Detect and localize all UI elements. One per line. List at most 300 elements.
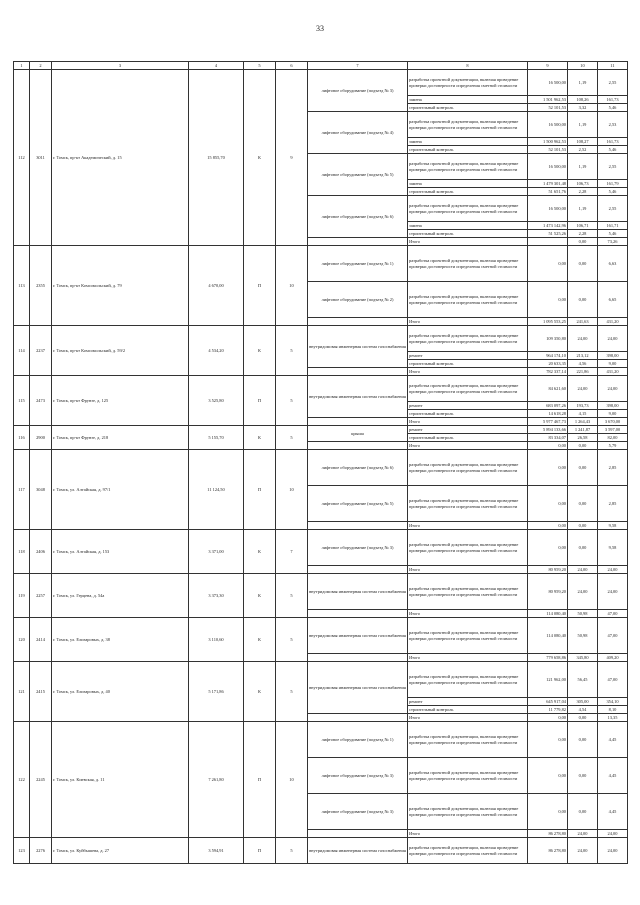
table-cell: строительный контроль [408, 188, 528, 196]
table-cell: 7 261,80 [189, 722, 244, 838]
table-cell: 4,54 [568, 706, 598, 714]
table-cell: 26,58 [568, 434, 598, 442]
table-cell: 47,00 [598, 662, 628, 698]
table-cell: 114 080,40 [528, 618, 568, 654]
table-cell: разработка проектной документации, включая проведение проверки достоверности определения сметной стоимости [408, 530, 528, 566]
table-cell: 0,00 [528, 450, 568, 486]
table-cell: разработка проектной документации, включая проведение проверки достоверности определения сметной стоимости [408, 154, 528, 180]
table-cell: 2237 [30, 326, 52, 376]
table-cell: Итого [408, 318, 528, 326]
table-cell: строительный контроль [408, 410, 528, 418]
table-cell: 9,58 [598, 522, 628, 530]
table-cell: 241,63 [568, 318, 598, 326]
table-row [14, 662, 628, 698]
table-cell: 24,00 [568, 376, 598, 402]
table-cell: 86 278,80 [528, 838, 568, 864]
table-cell: 16 500,00 [528, 154, 568, 180]
table-cell: разработка проектной документации, включая проведение проверки достоверности определения сметной стоимости [408, 758, 528, 794]
table-cell: ремонт [408, 352, 528, 360]
table-cell: внутридомовая инженерная система газоснабжения [308, 662, 408, 714]
table-cell: 50,98 [568, 618, 598, 654]
table-cell: 0,00 [568, 282, 598, 318]
table-cell: лифтовое оборудование (подъезд № 2) [308, 282, 408, 318]
table-cell: 5 [276, 662, 308, 722]
table-cell: 3,32 [568, 104, 598, 112]
table-cell: 119 [14, 574, 30, 618]
table-cell: 2,52 [568, 146, 598, 154]
capital-repair-table [13, 61, 628, 864]
table-cell: 5 [276, 574, 308, 618]
table-cell: разработка проектной документации, включая проведение проверки достоверности определения сметной стоимости [408, 246, 528, 282]
table-cell: 56,45 [568, 662, 598, 698]
table-cell: внутридомовая инженерная система газоснабжения [308, 574, 408, 610]
table-cell: 80 959,20 [528, 566, 568, 574]
table-cell: 115 [14, 376, 30, 426]
header-cell: 10 [568, 62, 598, 70]
table-cell: 1,19 [568, 112, 598, 138]
table-cell: 14 618,28 [528, 410, 568, 418]
table-cell: ремонт [408, 698, 528, 706]
table-cell: 2,53 [598, 112, 628, 138]
table-cell: 2,55 [598, 70, 628, 96]
table-cell: 0,00 [568, 758, 598, 794]
table-cell: 0,00 [568, 450, 598, 486]
table-cell: 15 855,70 [189, 70, 244, 246]
table-cell: П [244, 722, 276, 838]
table-cell: 50,98 [568, 610, 598, 618]
table-cell: 782 337,14 [528, 368, 568, 376]
table-cell: 116 [14, 426, 30, 450]
table-cell: разработка проектной документации, включая проведение проверки достоверности определения сметной стоимости [408, 70, 528, 96]
table-cell: 24,00 [598, 830, 628, 838]
table-cell: 123 [14, 838, 30, 864]
table-cell: П [244, 246, 276, 326]
table-cell: 1,19 [568, 70, 598, 96]
table-cell: 4,45 [598, 794, 628, 830]
table-cell: 5 [276, 376, 308, 426]
table-row [14, 450, 628, 486]
table-cell: 108,27 [568, 138, 598, 146]
table-cell: ремонт [408, 402, 528, 410]
table-cell: 5 155,70 [189, 426, 244, 450]
table-cell [308, 238, 408, 246]
table-cell: 213,12 [568, 352, 598, 360]
table-cell: 3048 [30, 450, 52, 530]
table-cell: 4,45 [598, 722, 628, 758]
table-cell: лифтовое оборудование (подъезд № 1) [308, 246, 408, 282]
table-cell: лифтовое оборудование (подъезд № 5) [308, 486, 408, 522]
table-cell: К [244, 574, 276, 618]
table-cell: 5 [276, 838, 308, 864]
table-cell: 1 241,87 [568, 426, 598, 434]
table-cell: 5 977 467,73 [528, 418, 568, 426]
table-cell: 9 [276, 70, 308, 246]
table-cell: 0,00 [568, 246, 598, 282]
table-cell: лифтовое оборудование (подъезд № 3) [308, 794, 408, 830]
table-cell: 0,00 [528, 530, 568, 566]
table-cell: Итого [408, 830, 528, 838]
table-cell: 10 [276, 246, 308, 326]
header-cell: 8 [408, 62, 528, 70]
table-cell: разработка проектной документации, включая проведение проверки достоверности определения сметной стоимости [408, 794, 528, 830]
table-cell: 0,00 [568, 238, 598, 246]
table-cell: 305,00 [568, 698, 598, 706]
table-cell: 16 500,00 [528, 112, 568, 138]
table-cell: 2,28 [568, 188, 598, 196]
table-cell: 108,26 [568, 96, 598, 104]
table-row [14, 530, 628, 566]
table-cell: замена [408, 96, 528, 104]
table-cell: 1,19 [568, 154, 598, 180]
table-cell: 11 124,50 [189, 450, 244, 530]
table-cell: 0,00 [568, 486, 598, 522]
table-cell: 1 500 962,53 [528, 138, 568, 146]
table-cell: замена [408, 138, 528, 146]
table-row [14, 618, 628, 654]
table-cell: г. Томск, пр-кт Академический, д. 15 [52, 70, 189, 246]
table-cell: разработка проектной документации, включая проведение проверки достоверности определения сметной стоимости [408, 376, 528, 402]
table-cell: 431,20 [598, 368, 628, 376]
table-cell: 3 110,60 [189, 618, 244, 662]
table-cell: 47,00 [598, 610, 628, 618]
table-cell: 4 670,00 [189, 246, 244, 326]
header-cell: 7 [308, 62, 408, 70]
table-cell: 1,19 [568, 196, 598, 222]
table-cell: строительный контроль [408, 360, 528, 368]
table-cell: 0,00 [528, 714, 568, 722]
table-cell: 5,79 [598, 442, 628, 450]
table-cell: 52 101,53 [528, 146, 568, 154]
table-cell: 0,00 [528, 794, 568, 830]
table-cell: г. Томск, пр-кт Комсомольский, д. 59/2 [52, 326, 189, 376]
table-row [14, 838, 628, 864]
table-cell: 24,00 [568, 326, 598, 352]
table-cell: 0,00 [528, 486, 568, 522]
table-cell: лифтовое оборудование (подъезд № 3) [308, 70, 408, 112]
table-cell: 4 534,20 [189, 326, 244, 376]
table-cell: 2414 [30, 618, 52, 662]
table-cell: 2415 [30, 662, 52, 722]
table-cell: 24,00 [568, 838, 598, 864]
table-cell: разработка проектной документации, включая проведение проверки достоверности определения сметной стоимости [408, 574, 528, 610]
table-cell: Итого [408, 566, 528, 574]
table-cell: 16 500,00 [528, 70, 568, 96]
table-cell: 964 174,10 [528, 352, 568, 360]
table-cell: 1 479 301,48 [528, 180, 568, 188]
table-cell: разработка проектной документации, включая проведение проверки достоверности определения сметной стоимости [408, 196, 528, 222]
table-cell: 1 264,43 [568, 418, 598, 426]
header-cell: 5 [244, 62, 276, 70]
table-cell: 5,46 [598, 104, 628, 112]
table-cell [308, 566, 408, 574]
table-cell [308, 714, 408, 722]
table-cell: 6,63 [598, 246, 628, 282]
table-cell: 193,73 [568, 402, 598, 410]
table-cell [308, 418, 408, 426]
header-cell: 2 [30, 62, 52, 70]
table-cell: 84 621,60 [528, 376, 568, 402]
table-cell: 2355 [30, 246, 52, 326]
table-cell: внутридомовая инженерная система газоснабжения [308, 376, 408, 418]
header-row [14, 62, 628, 70]
table-cell: г. Томск, пр-кт Фрунзе, д. 218 [52, 426, 189, 450]
table-cell: 0,00 [568, 530, 598, 566]
table-cell: 2276 [30, 838, 52, 864]
table-cell: 5,46 [598, 146, 628, 154]
table-row [14, 722, 628, 758]
table-cell: замена [408, 180, 528, 188]
table-cell: 24,00 [598, 326, 628, 352]
table-cell: П [244, 838, 276, 864]
header-cell: 11 [598, 62, 628, 70]
table-cell: 109 350,80 [528, 326, 568, 352]
table-cell: разработка проектной документации, включая проведение проверки достоверности определения сметной стоимости [408, 486, 528, 522]
table-cell: 2406 [30, 530, 52, 574]
table-cell: 0,00 [528, 722, 568, 758]
table-cell: К [244, 426, 276, 450]
table-cell: 24,00 [568, 566, 598, 574]
table-cell: 9,00 [598, 410, 628, 418]
table-cell: 2,55 [598, 154, 628, 180]
table-cell: 51 651,76 [528, 188, 568, 196]
table-cell: г. Томск, пр-кт Фрунзе, д. 125 [52, 376, 189, 426]
table-cell: Итого [408, 714, 528, 722]
table-cell: 0,00 [528, 758, 568, 794]
table-cell: внутридомовая инженерная система газоснабжения [308, 838, 408, 864]
table-cell: 3 670,00 [598, 418, 628, 426]
table-cell: лифтовое оборудование (подъезд № 4) [308, 112, 408, 154]
table-row [14, 326, 628, 352]
table-cell: 20 633,35 [528, 360, 568, 368]
table-cell: разработка проектной документации, включая проведение проверки достоверности определения сметной стоимости [408, 838, 528, 864]
table-cell: 3 371,00 [189, 530, 244, 574]
table-cell: г. Томск, ул. Герцена, д. 54а [52, 574, 189, 618]
table-cell: разработка проектной документации, включая проведение проверки достоверности определения сметной стоимости [408, 326, 528, 352]
table-cell: строительный контроль [408, 434, 528, 442]
table-cell: г. Томск, ул. Елизаровых, д. 40 [52, 662, 189, 722]
table-cell: 398,00 [598, 352, 628, 360]
table-cell: разработка проектной документации, включая проведение проверки достоверности определения сметной стоимости [408, 722, 528, 758]
table-cell: 2245 [30, 722, 52, 838]
table-cell [308, 610, 408, 618]
table-cell [308, 318, 408, 326]
table-cell: 345,80 [568, 654, 598, 662]
table-cell: 0,00 [568, 522, 598, 530]
table-cell: г. Томск, ул. Елизаровых, д. 38 [52, 618, 189, 662]
table-cell: 161,71 [598, 222, 628, 230]
table-cell: 10 [276, 722, 308, 838]
table-cell: 0,00 [568, 722, 598, 758]
table-cell: 2,85 [598, 486, 628, 522]
table-cell: 3 525,80 [189, 376, 244, 426]
table-cell: лифтовое оборудование (подъезд № 1) [308, 722, 408, 758]
table-cell [308, 830, 408, 838]
table-cell: 2900 [30, 426, 52, 450]
table-cell: 8,10 [598, 706, 628, 714]
table-cell: К [244, 662, 276, 722]
table-cell: 4,45 [598, 758, 628, 794]
table-cell: 4,15 [568, 410, 598, 418]
table-cell: внутридомовая инженерная система газоснабжения [308, 618, 408, 654]
table-cell: 2,55 [598, 196, 628, 222]
table-cell: г. Томск, ул. Алтайская, д. 97/1 [52, 450, 189, 530]
table-cell: 5 [276, 618, 308, 662]
table-cell: К [244, 618, 276, 662]
table-cell: 16 500,00 [528, 196, 568, 222]
table-cell: Итого [408, 368, 528, 376]
table-cell: 3 597,00 [598, 426, 628, 434]
table-cell: замена [408, 222, 528, 230]
table-cell: строительный контроль [408, 706, 528, 714]
table-cell: 161,73 [598, 96, 628, 104]
table-cell: 112 [14, 70, 30, 246]
table-cell: 398,00 [598, 402, 628, 410]
table-cell: 73,26 [598, 238, 628, 246]
table-cell: 10 [276, 450, 308, 530]
table-cell: 3 594,91 [189, 838, 244, 864]
table-cell: 121 962,00 [528, 662, 568, 698]
table-cell: 0,00 [568, 714, 598, 722]
table-cell: лифтовое оборудование (подъезд № 5) [308, 154, 408, 196]
table-cell: 120 [14, 618, 30, 662]
table-cell: П [244, 450, 276, 530]
table-cell: 24,00 [598, 574, 628, 610]
table-cell: 5 [276, 426, 308, 450]
table-cell: 51 525,26 [528, 230, 568, 238]
table-cell: 2,85 [598, 450, 628, 486]
table-cell: 13,35 [598, 714, 628, 722]
table-cell: 5,46 [598, 230, 628, 238]
table-cell: строительный контроль [408, 146, 528, 154]
table-cell [308, 522, 408, 530]
table-cell: разработка проектной документации, включая проведение проверки достоверности определения сметной стоимости [408, 618, 528, 654]
table-cell: 24,00 [568, 830, 598, 838]
table-cell: 221,86 [568, 368, 598, 376]
table-cell: К [244, 70, 276, 246]
header-cell: 1 [14, 62, 30, 70]
table-cell: 113 [14, 246, 30, 326]
table-cell: 24,00 [598, 838, 628, 864]
table-row [14, 246, 628, 282]
table-body [14, 70, 628, 864]
table-cell: 1 473 142,96 [528, 222, 568, 230]
table-cell: 7 [276, 530, 308, 574]
table-cell: разработка проектной документации, включая проведение проверки достоверности определения сметной стоимости [408, 112, 528, 138]
table-cell: П [244, 376, 276, 426]
table-cell: 106,73 [568, 180, 598, 188]
table-cell: разработка проектной документации, включая проведение проверки достоверности определения сметной стоимости [408, 662, 528, 698]
table-cell: 0,00 [528, 282, 568, 318]
table-cell: 2257 [30, 574, 52, 618]
table-cell: 3 373,30 [189, 574, 244, 618]
table-cell: 3011 [30, 70, 52, 246]
table-cell: разработка проектной документации, включая проведение проверки достоверности определения сметной стоимости [408, 282, 528, 318]
table-cell: 5 [276, 326, 308, 376]
table-cell: 24,00 [598, 566, 628, 574]
table-cell: 161,79 [598, 180, 628, 188]
table-cell: Итого [408, 442, 528, 450]
table-cell: 83 334,07 [528, 434, 568, 442]
table-cell: г. Томск, ул. Алтайская, д. 153 [52, 530, 189, 574]
table-cell: разработка проектной документации, включая проведение проверки достоверности определения сметной стоимости [408, 450, 528, 486]
table-cell: лифтовое оборудование (подъезд № 3) [308, 530, 408, 566]
table-cell: 0,00 [568, 794, 598, 830]
table-cell: Итого [408, 522, 528, 530]
table-cell: 52 101,53 [528, 104, 568, 112]
table-cell: внутридомовая инженерная система газоснабжения [308, 326, 408, 368]
table-cell: 117 [14, 450, 30, 530]
table-cell: строительный контроль [408, 230, 528, 238]
table-row [14, 70, 628, 96]
header-cell: 4 [189, 62, 244, 70]
table-cell: 5 171,86 [189, 662, 244, 722]
table-cell: 114 [14, 326, 30, 376]
table-cell: 9,58 [598, 530, 628, 566]
table-cell: 5 894 133,66 [528, 426, 568, 434]
table-cell: 47,00 [598, 618, 628, 654]
table-cell: 24,00 [598, 376, 628, 402]
header-cell: 6 [276, 62, 308, 70]
table-cell: Итого [408, 610, 528, 618]
header-cell: 3 [52, 62, 189, 70]
table-cell: 683 097,26 [528, 402, 568, 410]
table-cell: 121 [14, 662, 30, 722]
table-cell: 779 658,86 [528, 654, 568, 662]
table-cell: К [244, 530, 276, 574]
table-row [14, 574, 628, 610]
table-cell: г. Томск, ул. Куйбышева, д. 27 [52, 838, 189, 864]
table-cell: 431,20 [598, 318, 628, 326]
table-cell: 645 917,04 [528, 698, 568, 706]
table-cell: 1 095 553,25 [528, 318, 568, 326]
table-cell: 161,73 [598, 138, 628, 146]
table-cell: Итого [408, 654, 528, 662]
table-cell [308, 654, 408, 662]
table-cell: 1 501 962,53 [528, 96, 568, 104]
table-cell: 4,56 [568, 360, 598, 368]
table-cell: 24,00 [568, 574, 598, 610]
table-cell [308, 368, 408, 376]
table-cell: лифтовое оборудование (подъезд № 3) [308, 758, 408, 794]
table-cell: 114 080,40 [528, 610, 568, 618]
table-cell [528, 238, 568, 246]
table-cell: 409,20 [598, 654, 628, 662]
page-number: 33 [316, 24, 324, 33]
table-cell: г. Томск, пр-кт Комсомольский, д. 79 [52, 246, 189, 326]
table-cell: Итого [408, 418, 528, 426]
table-cell: Итого [408, 238, 528, 246]
table-cell: крыша [308, 426, 408, 442]
table-cell: строительный контроль [408, 104, 528, 112]
table-cell: 0,00 [528, 246, 568, 282]
header-cell: 9 [528, 62, 568, 70]
table-cell: 86 278,80 [528, 830, 568, 838]
table-cell: 118 [14, 530, 30, 574]
table-cell: 0,00 [528, 522, 568, 530]
table-cell: лифтовое оборудование (подъезд № 6) [308, 450, 408, 486]
table-cell: 9,00 [598, 360, 628, 368]
table-cell: 354,10 [598, 698, 628, 706]
table-cell: К [244, 326, 276, 376]
table-row [14, 426, 628, 434]
table-cell: 106,71 [568, 222, 598, 230]
table-cell: 2473 [30, 376, 52, 426]
table-cell: 122 [14, 722, 30, 838]
table-cell: ремонт [408, 426, 528, 434]
table-cell: 80 959,20 [528, 574, 568, 610]
table-cell: 0,00 [528, 442, 568, 450]
table-cell: 82,00 [598, 434, 628, 442]
